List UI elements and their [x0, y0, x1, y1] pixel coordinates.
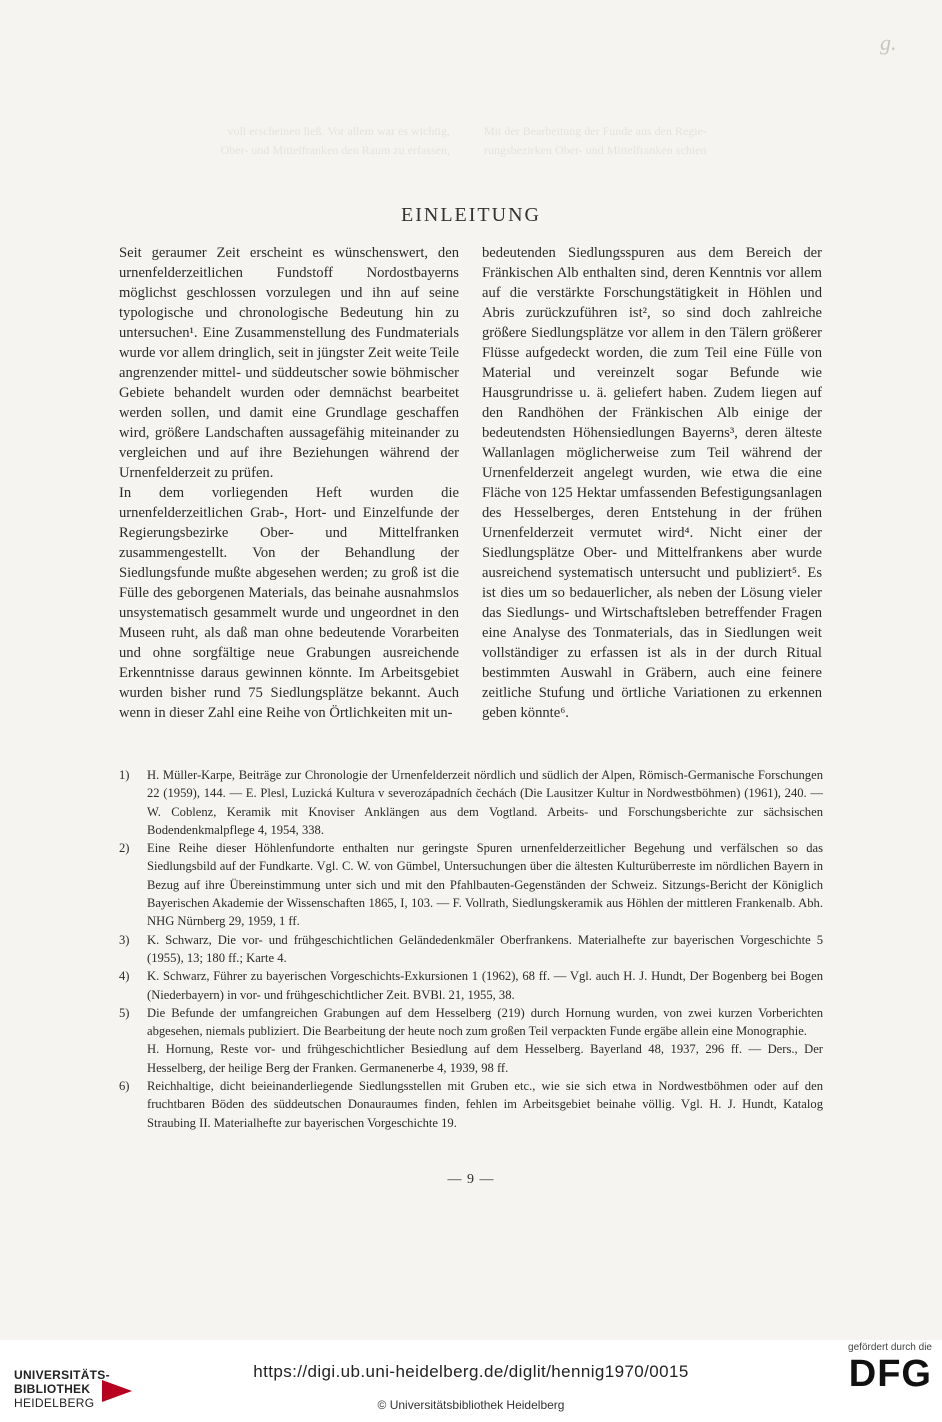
footnote [119, 766, 823, 839]
footnote-text: Reichhaltige, dicht beieinanderliegende Siedlungsstellen mit Gruben etc., wie sie sich etwa in Nordwestböhmen oder auf den fruchtbaren Böden des süddeutschen Donauraumes finden, fehlen im Arbeitsgebiet beinahe völlig. Vgl. H. J. Hundt, Katalog Straubing II. Materialhefte zur bayerischen Vorgeschichte 19. [147, 1079, 823, 1130]
footnote-text: Die Befunde der umfangreichen Grabungen auf dem Hesselberg (219) durch Hornung wurden, von zwei kurzen Vorberichten abgesehen, niemals publiziert. Die Bearbeitung der heute noch zum großen Teil verpackten Funde ergäbe allein eine Monographie. [147, 1005, 823, 1039]
funder-logo[interactable] [812, 1342, 932, 1395]
footnote-text: H. Müller-Karpe, Beiträge zur Chronologie der Urnenfelderzeit nördlich und südlich der Alpen, Römisch-Germanische Forschungen 22 (1959), 144. — E. Plesl, Luzická Kultura v severozápadních čechách (Die Lausitzer Kultur in Nordwestböhmen) (1961), 240. — W. Coblenz, Keramik mit Knoviser Anklängen aus dem Vogtland. Arbeits- und Forschungsberichte zur sächsischen Bodendenkmalpflege 4, 1954, 338. [147, 768, 823, 837]
dfg-logo-icon: DFG [848, 1353, 932, 1395]
page-number: — 9 — [447, 1172, 495, 1187]
footnotes [119, 766, 823, 1132]
footnote-number: 3) [119, 932, 130, 947]
show-through-line: Mit der Bearbeitung der Funde aus den Regie- [484, 124, 707, 138]
show-through-line: voll erscheinen ließ. Vor allem war es wichtig, [227, 124, 450, 138]
footnote-text: K. Schwarz, Führer zu bayerischen Vorgeschichts-Exkursionen 1 (1962), 68 ff. — Vgl. auch H. J. Hundt, Der Bogenberg bei Bogen (Niederbayern) in vor- und frühgeschichtlicher Zeit. BVBl. 21, 1955, 38. [147, 969, 823, 1002]
show-through-line: Ober- und Mittelfranken den Raum zu erfassen, [220, 143, 450, 157]
viewer-footer [0, 1340, 942, 1422]
library-logo-line: HEIDELBERG [14, 1396, 95, 1410]
library-logo-line: UNIVERSITÄTS- [14, 1368, 110, 1382]
page-title: EINLEITUNG [401, 204, 541, 226]
footnote [119, 1004, 823, 1077]
library-logo-line: BIBLIOTHEK [14, 1382, 91, 1396]
footnote-number: 2) [119, 841, 130, 856]
footnote [119, 967, 823, 1004]
footnote [119, 1077, 823, 1132]
footnote-number: 4) [119, 969, 130, 984]
footnote-number: 5) [119, 1005, 130, 1020]
show-through-text [120, 122, 450, 160]
permalink-url[interactable]: https://digi.ub.uni-heidelberg.de/diglit/hennig1970/0015 [253, 1362, 689, 1381]
copyright-notice: © Universitätsbibliothek Heidelberg [377, 1398, 565, 1412]
funder-caption: gefördert durch die [848, 1342, 932, 1353]
footnote [119, 839, 823, 930]
paragraph: In dem vorliegenden Heft wurden die urnenfelderzeitlichen Grab-, Hort- und Einzelfunde der Regierungsbezirke Ober- und Mittelfranken zusammengestellt. Von der Behandlung der Siedlungsfunde mußte abgesehen werden; zu groß ist die Fülle des geborgenen Materials, das beinahe ausnahmslos unsystematisch gesammelt wurde und ungeordnet in den Museen ruht, als daß man ohne bedeutende Vorarbeiten und ohne sorgfältige neue Grabungen ausreichende Erkenntnisse daraus gewinnen könnte. Im Arbeitsgebiet wurden bisher rund 75 Siedlungsplätze bekannt. Auch wenn in dieser Zahl eine Reihe von Örtlichkeiten mit un- [119, 485, 459, 721]
footnote-number: 1) [119, 768, 130, 782]
footnote-text: K. Schwarz, Die vor- und frühgeschichtlichen Geländedenkmäler Oberfrankens. Materialhefte zur bayerischen Vorgeschichte 5 (1955), 13; 180 ff.; Karte 4. [147, 932, 823, 965]
show-through-line: rungsbezirken Ober- und Mittelfranken schien [484, 143, 707, 157]
paragraph: Seit geraumer Zeit erscheint es wünschenswert, den urnenfelderzeitlichen Fundstoff Nordostbayerns möglichst geschlossen vorzulegen und ihn auf seine typologische und chronologische Bedeutung hin zu untersuchen¹. Eine Zusammenstellung des Fundmaterials wurde vor allem dringlich, seit in jüngster Zeit weite Teile angrenzender mittel- und süddeutscher sowie böhmischer Gebiete behandelt wurden oder demnächst bearbeitet werden sollen, und damit eine Grundlage geschaffen wird, größere Landschaften aussagefähig miteinander zu vergleichen und auf ihre Beziehungen während der Urnenfelderzeit zu prüfen. [119, 245, 459, 481]
footnote [119, 931, 823, 968]
footnote-number: 6) [119, 1079, 130, 1094]
footnote-text: Eine Reihe dieser Höhlenfundorte enthalten nur geringste Spuren urnenfelderzeitlicher Begehung und verfälschen so das Siedlungsbild auf der Fundkarte. Vgl. C. W. von Gümbel, Untersuchungen über die ältesten Kulturüberreste im nördlichen Bayern in Bezug auf ihre Übereinstimmung unter sich und mit den Pfahlbauten-Gegenständen der Schweiz. Sitzungs-Bericht der Königlich Bayerischen Akademie der Wissenschaften 1865, I, 103. — F. Vollrath, Siedlungskeramik aus Höhlen der mittleren Frankenalb. Abh. NHG Nürnberg 29, 1959, 1 ff. [147, 841, 823, 929]
left-column [119, 243, 459, 723]
show-through-text [484, 122, 824, 160]
right-column [482, 243, 822, 723]
footnote-text: H. Hornung, Reste vor- und frühgeschichtlicher Besiedlung auf dem Hesselberg. Bayerland 48, 1937, 296 ff. — Ders., Der Hesselberg, der heilige Berg der Franken. Germanenerbe 4, 1939, 98 ff. [147, 1042, 823, 1075]
paragraph: bedeutenden Siedlungsspuren aus dem Bereich der Fränkischen Alb enthalten sind, deren Kenntnis vor allem auf die verstärkte Forschungstätigkeit in Höhlen und Abris zurückzuführen ist², so sind doch zahlreiche größere Siedlungsplätze vor allem in den Tälern größerer Flüsse aufgedeckt worden, die zum Teil eine Fülle von Material und vereinzelt sogar Befunde wie Hausgrundrisse u. ä. geliefert haben. Zudem liegen auf den Randhöhen der Fränkischen Alb einige der bedeutendsten Höhensiedlungen Bayerns³, deren älteste Wallanlagen möglicherweise zum Teil während der Urnenfelderzeit angelegt wurden, wie etwa die eine Fläche von 125 Hektar umfassenden Befestigungsanlagen des Hesselberges, deren Entstehung in der frühen Urnenfelderzeit vermutet wird⁴. Nicht einer der Siedlungsplätze Ober- und Mittelfrankens aber wurde ausreichend systematisch untersucht und publiziert⁵. Es ist dies um so bedauerlicher, als neben der Lösung vieler das Siedlungs- und Wirtschaftsleben betreffender Fragen eine Analyse des Tonmaterials, das in Siedlungen weit vollständiger zu erfassen ist als in der durch Ritual bestimmten Auswahl in Gräbern, auch eine feinere zeitliche Stufung und örtliche Variationen zu erkennen geben könnte⁶. [482, 245, 822, 721]
pencil-annotation: g. [880, 30, 897, 55]
